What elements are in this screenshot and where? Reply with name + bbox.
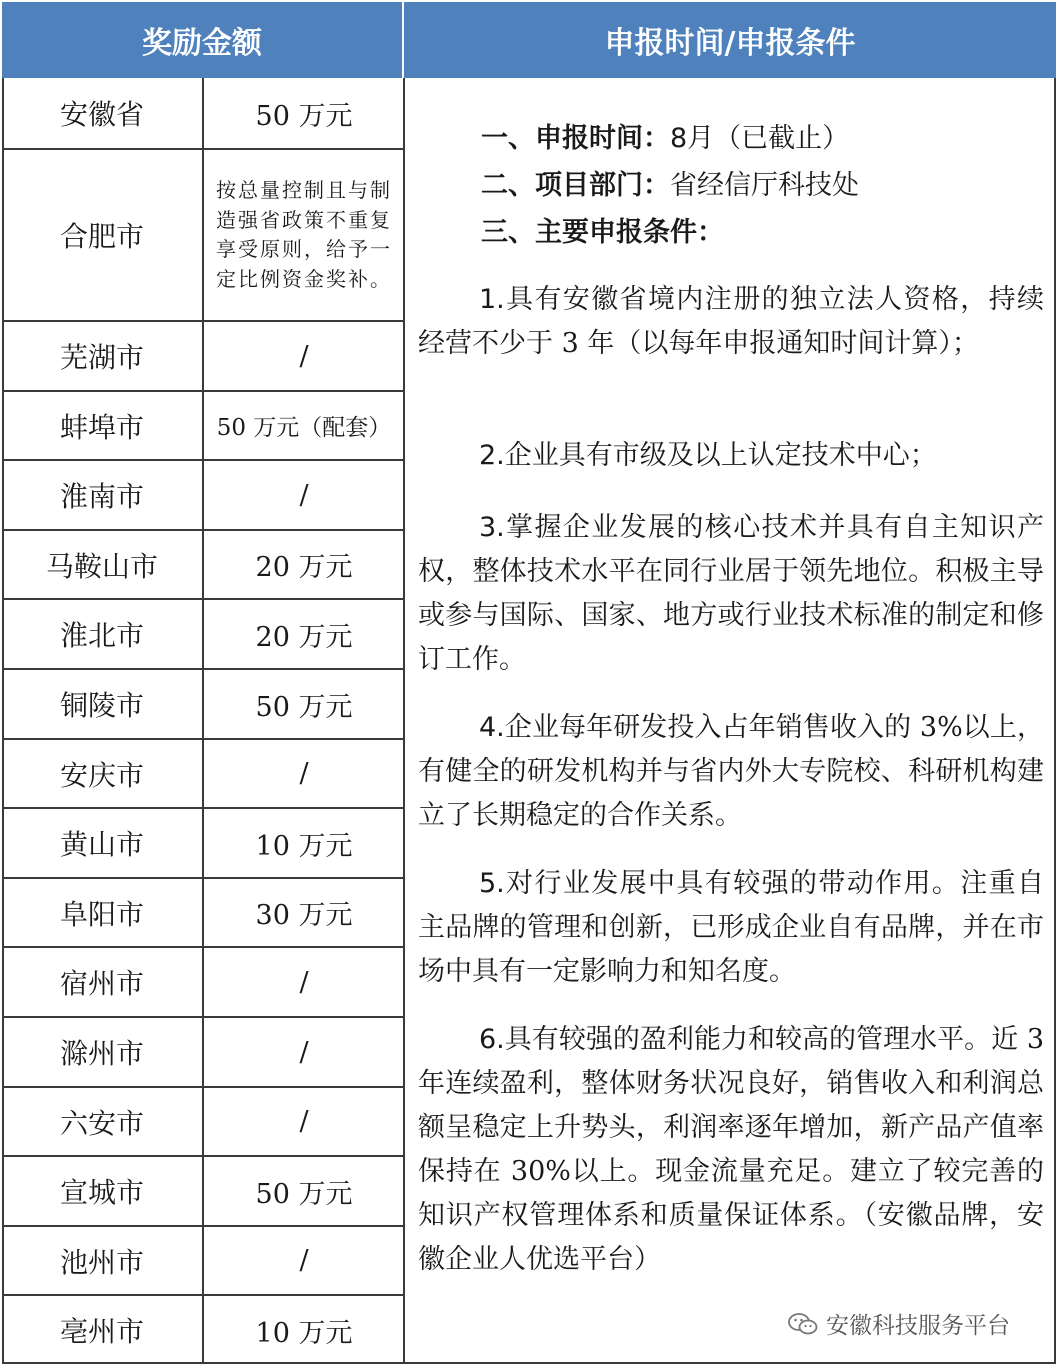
city-name: 安庆市 [2, 740, 204, 807]
condition-item [418, 862, 1044, 994]
section-value: 省经信厅科技处 [670, 170, 859, 201]
award-amount: / [299, 479, 309, 511]
city-name: 黄山市 [2, 809, 204, 877]
wechat-icon [788, 1312, 818, 1336]
award-amount: 50 万元 [255, 100, 353, 132]
city-name: 阜阳市 [2, 879, 204, 946]
table-row [2, 877, 404, 946]
award-amount: 50 万元（配套） [216, 415, 392, 441]
table-row [2, 78, 404, 148]
table-row [2, 946, 404, 1016]
condition-number: 6. [479, 1024, 505, 1055]
city-name: 马鞍山市 [2, 531, 204, 598]
city-name: 蚌埠市 [2, 392, 204, 459]
watermark [782, 1305, 1016, 1342]
city-name: 滁州市 [2, 1018, 204, 1086]
award-amount-note: 按总量控制且与制造强省政策不重复享受原则，给予一定比例资金奖补。 [216, 178, 392, 291]
table-row [2, 1016, 404, 1086]
table-row [2, 390, 404, 459]
project-department [481, 163, 859, 202]
city-name: 合肥市 [2, 150, 204, 320]
award-amount: 20 万元 [255, 621, 353, 653]
conditions-panel [405, 78, 1056, 1364]
condition-number: 1. [479, 284, 505, 315]
condition-text: 具有安徽省境内注册的独立法人资格，持续经营不少于 3 年（以每年申报通知时间计算）； [418, 284, 1044, 359]
section-label: 二、项目部门： [481, 170, 670, 201]
condition-text: 企业每年研发投入占年销售收入的 3%以上，有健全的研发机构并与省内外大专院校、科研机构建立了长期稳定的合作关系。 [418, 712, 1044, 831]
table-row [2, 529, 404, 598]
table-row [2, 1086, 404, 1155]
table-row [2, 459, 404, 529]
header-declaration-conditions: 申报时间/申报条件 [404, 2, 1056, 78]
award-amount: 20 万元 [255, 552, 353, 583]
award-amount: / [299, 1245, 309, 1276]
award-amount: / [299, 340, 309, 372]
award-amount: / [299, 758, 309, 789]
declaration-time [481, 116, 849, 155]
condition-text: 掌握企业发展的核心技术并具有自主知识产权，整体技术水平在同行业居于领先地位。积极主导或参与国际、国家、地方或行业技术标准的制定和修订工作。 [418, 512, 1044, 675]
city-name: 宣城市 [2, 1157, 204, 1225]
condition-text: 对行业发展中具有较强的带动作用。注重自主品牌的管理和创新，已形成企业自有品牌，并在市场中具有一定影响力和知名度。 [418, 868, 1044, 987]
watermark-text: 安徽科技服务平台 [826, 1313, 1010, 1339]
table-row [2, 1225, 404, 1294]
condition-number: 5. [479, 868, 505, 899]
award-amount: 10 万元 [255, 1317, 353, 1349]
city-name: 淮北市 [2, 600, 204, 668]
table-row [2, 598, 404, 668]
table-row [2, 320, 404, 390]
condition-number: 2. [479, 440, 505, 471]
condition-text: 企业具有市级及以上认定技术中心； [504, 440, 937, 471]
table-row [2, 148, 404, 320]
condition-item [418, 278, 1044, 366]
award-amount: 30 万元 [255, 900, 353, 931]
condition-item [418, 1018, 1044, 1282]
award-amount: / [299, 966, 309, 998]
condition-number: 3. [479, 512, 505, 543]
table-row [2, 1294, 404, 1364]
award-amount: / [299, 1106, 309, 1137]
condition-item [418, 506, 1044, 682]
city-name: 亳州市 [2, 1296, 204, 1364]
main-conditions-heading [481, 210, 724, 249]
city-name: 芜湖市 [2, 322, 204, 390]
city-name: 安徽省 [2, 78, 204, 148]
header-award-amount: 奖励金额 [2, 2, 404, 78]
award-amount: 10 万元 [255, 830, 353, 862]
table-row [2, 807, 404, 877]
condition-number: 4. [479, 712, 505, 743]
condition-item [418, 706, 1044, 838]
city-name: 池州市 [2, 1227, 204, 1294]
city-name: 六安市 [2, 1088, 204, 1155]
section-value: 8月（已截止） [670, 123, 850, 154]
condition-item [418, 434, 1044, 478]
section-label: 一、申报时间： [481, 123, 670, 154]
table-row [2, 1155, 404, 1225]
section-label: 三、主要申报条件： [481, 217, 724, 248]
award-amount: / [299, 1036, 309, 1068]
award-amount: 50 万元 [255, 691, 353, 723]
city-name: 铜陵市 [2, 670, 204, 738]
table-row [2, 668, 404, 738]
condition-text: 具有较强的盈利能力和较高的管理水平。近 3 年连续盈利，整体财务状况良好，销售收入和利润总额呈稳定上升势头，利润率逐年增加，新产品产值率保持在 30%以上。现金流量充足。建立了较完善的知识产权管理体系和质量保证体系。（安徽品牌，安徽企业人优选平台） [418, 1024, 1044, 1275]
award-amount: 50 万元 [255, 1178, 353, 1210]
table-row [2, 738, 404, 807]
city-name: 宿州市 [2, 948, 204, 1016]
city-name: 淮南市 [2, 461, 204, 529]
